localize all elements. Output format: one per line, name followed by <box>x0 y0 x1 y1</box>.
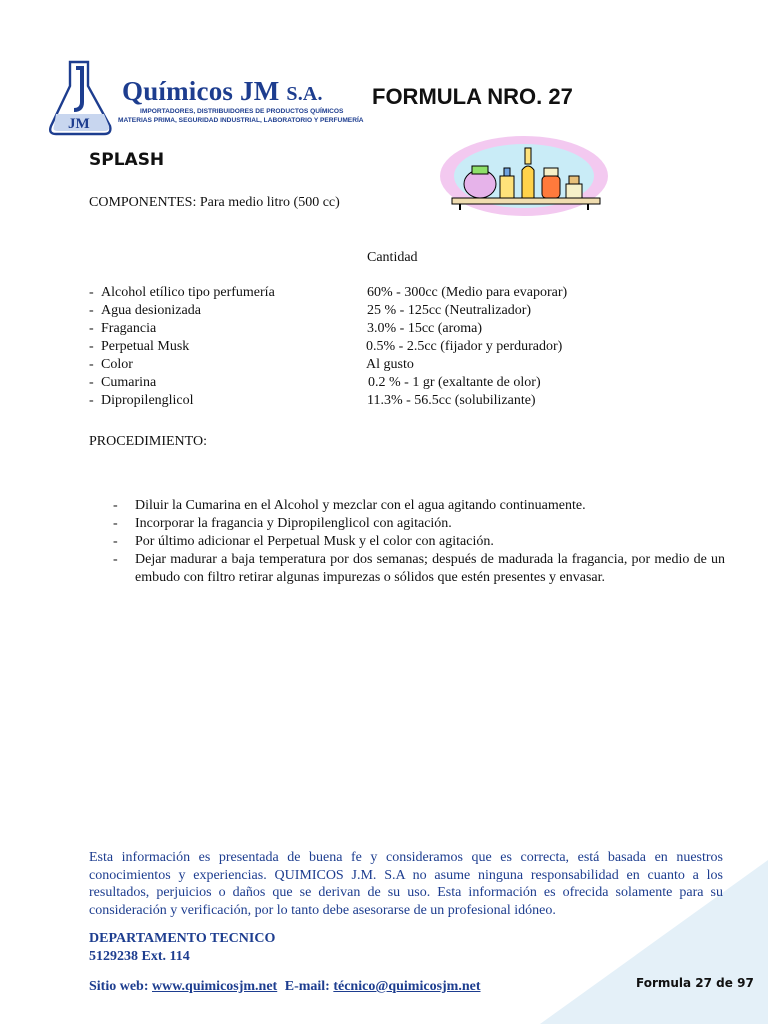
component-row: - Color <box>89 357 133 372</box>
flask-logo-icon <box>48 58 128 138</box>
perfume-bottles-illustration <box>438 132 610 218</box>
component-quantity: 25 % - 125cc (Neutralizador) <box>367 303 532 318</box>
product-name: SPLASH <box>89 150 165 170</box>
quantity-header: Cantidad <box>367 250 418 265</box>
logo-company-name: Químicos JM S.A. <box>122 76 323 106</box>
department-block <box>89 930 275 966</box>
web-label: Sitio web: <box>89 979 149 994</box>
page-number: Formula 27 de 97 <box>636 976 754 990</box>
website-link[interactable]: www.quimicosjm.net <box>152 979 278 994</box>
component-quantity: 60% - 300cc (Medio para evaporar) <box>367 285 568 300</box>
company-logo <box>48 58 364 138</box>
procedure-steps <box>89 497 725 587</box>
logo-tagline-1: IMPORTADORES, DISTRIBUIDORES DE PRODUCTOS QUÍMICOS <box>140 108 344 115</box>
component-row: - Alcohol etílico tipo perfumería <box>89 285 275 300</box>
components-label: COMPONENTES: Para medio litro (500 cc) <box>89 195 340 210</box>
procedure-label: PROCEDIMIENTO: <box>89 434 207 449</box>
component-quantity: 3.0% - 15cc (aroma) <box>367 321 483 336</box>
component-row: - Fragancia <box>89 321 157 336</box>
procedure-step: - Diluir la Cumarina en el Alcohol y mezclar con el agua agitando continuamente. <box>113 498 586 513</box>
email-link[interactable]: técnico@quimicosjm.net <box>333 979 481 994</box>
component-name: Alcohol etílico tipo perfumería <box>101 285 275 300</box>
component-name: Agua desionizada <box>101 303 201 318</box>
component-name: Cumarina <box>101 375 157 390</box>
procedure-step: - Por último adicionar el Perpetual Musk y el color con agitación. <box>113 534 494 549</box>
component-name: Dipropilenglicol <box>101 393 194 408</box>
contact-line <box>89 979 481 995</box>
email-label: E-mail: <box>284 979 330 994</box>
department-phone: 5129238 Ext. 114 <box>89 949 190 964</box>
department-name: DEPARTAMENTO TECNICO <box>89 931 276 946</box>
document-title: FORMULA NRO. 27 <box>372 84 573 109</box>
component-quantity: Al gusto <box>366 357 414 372</box>
procedure-step: - Dejar madurar a baja temperatura por dos semanas; después de madurada la fragancia, por medio de un embudo con filtro retirar algunas impurezas o sólidos que estén presentes y envasar. <box>113 552 725 585</box>
component-quantity: 0.2 % - 1 gr (exaltante de olor) <box>368 375 541 390</box>
svg-text:JM: JM <box>68 116 90 132</box>
component-row: - Cumarina <box>89 375 157 390</box>
component-row: - Perpetual Musk <box>89 339 190 354</box>
component-row: - Agua desionizada <box>89 303 201 318</box>
component-name: Perpetual Musk <box>101 339 190 354</box>
component-row: - Dipropilenglicol <box>89 393 194 408</box>
logo-tagline-2: MATERIAS PRIMA, SEGURIDAD INDUSTRIAL, LABORATORIO Y PERFUMERÍA <box>118 117 364 124</box>
component-name: Fragancia <box>101 321 157 336</box>
procedure-step: - Incorporar la fragancia y Dipropilenglicol con agitación. <box>113 516 452 531</box>
component-quantity: 11.3% - 56.5cc (solubilizante) <box>367 393 536 408</box>
disclaimer-text: Esta información es presentada de buena fe y consideramos que es correcta, está basada en nuestros conocimientos y experiencias. QUIMICOS J.M. S.A no asume ninguna responsabilidad en cuanto a los resultados, perjuicios o daños que se derivan de su uso. Esta información es ofrecida solamente para su consideración y verificación, por lo tanto debe asesorarse de un profesional idóneo. <box>89 850 723 918</box>
component-quantity: 0.5% - 2.5cc (fijador y perdurador) <box>366 339 563 354</box>
component-name: Color <box>101 357 133 372</box>
